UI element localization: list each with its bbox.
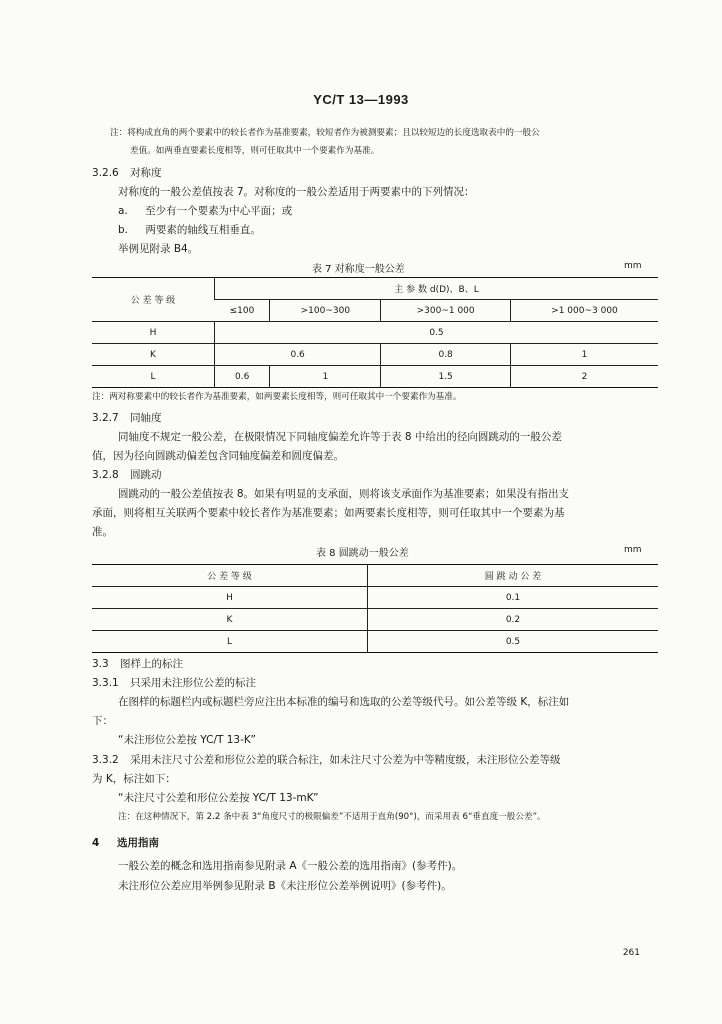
paragraph: 同轴度不规定一般公差，在极限情况下同轴度偏差允许等于表 8 中给出的径向圆跳动的一般公差 (118, 431, 562, 443)
section-number: 3.2.6 (92, 167, 119, 179)
table-cell: 0.6 (215, 344, 381, 366)
list-item-b (118, 220, 261, 240)
table-cell: 0.5 (215, 322, 659, 344)
section-number: 3.2.7 (92, 412, 119, 424)
table-cell: K (92, 609, 368, 631)
section-number: 4 (92, 837, 100, 849)
section-3-3-2-heading (92, 750, 561, 770)
list-item-a (118, 201, 292, 221)
paragraph: 在图样的标题栏内或标题栏旁应注出本标准的编号和选取的公差等级代号。如公差等级 K，标注如 (118, 696, 570, 708)
paragraph: 承面，则将相互关联两个要素中较长者作为基准要素；如两要素长度相等，则可任取其中一个要素为基 (92, 507, 565, 519)
section-3-2-7-heading (92, 408, 162, 428)
table-row (92, 631, 658, 653)
section-title: 圆跳动 (130, 469, 162, 481)
section-4-heading (92, 833, 159, 853)
quote: “未注尺寸公差和形位公差按 YC/T 13-mK” (118, 792, 319, 804)
section-number: 3.3 (92, 658, 109, 670)
table-row (92, 609, 658, 631)
quote: “未注形位公差按 YC/T 13-K” (118, 734, 256, 746)
table7-note: 注：两对称要素中的较长者作为基准要素，如两要素长度相等，则可任取其中一个要素作为基准。 (92, 392, 462, 402)
table-header-cell: 公 差 等 级 (92, 278, 215, 322)
note-line-1: 注：将构成直角的两个要素中的较长者作为基准要素，较短者作为被测要素；且以较短边的长度选取表中的一般公 (110, 128, 540, 138)
table-header-cell: >1 000~3 000 (510, 300, 658, 322)
paragraph: 未注形位公差应用举例参见附录 B《未注形位公差举例说明》(参考件)。 (118, 880, 452, 892)
table-7-symmetry-tolerance (92, 277, 658, 388)
table-cell: K (92, 344, 215, 366)
table-header-cell: 公 差 等 级 (92, 565, 368, 587)
list-text: 至少有一个要素为中心平面；或 (145, 205, 293, 217)
section-title: 图样上的标注 (120, 658, 184, 670)
paragraph: 准。 (92, 526, 113, 538)
table-cell: L (92, 631, 368, 653)
paragraph: 圆跳动的一般公差值按表 8。如果有明显的支承面，则将该支承面作为基准要素；如果没有指出支 (118, 488, 570, 500)
note-perpendicularity (110, 124, 658, 160)
table8-caption: 表 8 圆跳动一般公差 (316, 548, 409, 559)
table-cell: 0.8 (381, 344, 511, 366)
section-3-3-1-heading (92, 673, 256, 693)
paragraph: 一般公差的概念和选用指南参见附录 A《一般公差的选用指南》(参考件)。 (118, 860, 463, 872)
note-3-3-2: 注：在这种情况下，第 2.2 条中表 3“角度尺寸的极限偏差”不适用于直角(90°)，而采用表 6“垂直度一般公差”。 (118, 812, 546, 822)
section-number: 3.3.1 (92, 677, 119, 689)
table-cell: 1 (510, 344, 658, 366)
section-title: 只采用未注形位公差的标注 (130, 677, 257, 689)
section-title: 选用指南 (116, 837, 159, 849)
paragraph: 举例见附录 B4。 (118, 243, 199, 255)
section-text: 采用未注尺寸公差和形位公差的联合标注，如未注尺寸公差为中等精度级，未注形位公差等级 (130, 754, 561, 766)
table-cell: H (92, 322, 215, 344)
section-number: 3.2.8 (92, 469, 119, 481)
list-label: b. (118, 224, 129, 236)
note-line-2: 差值。如两垂直要素长度相等，则可任取其中一个要素作为基准。 (130, 146, 380, 156)
table-row (92, 322, 658, 344)
table-cell: 0.1 (368, 587, 659, 609)
table-8-runout-tolerance (92, 564, 658, 653)
table-cell: H (92, 587, 368, 609)
table8-unit: mm (624, 545, 642, 555)
paragraph: 下： (92, 715, 113, 727)
page-header: YC/T 13—1993 (313, 92, 409, 107)
table-cell: 0.5 (368, 631, 659, 653)
table-header-cell: ≤100 (215, 300, 270, 322)
table7-caption: 表 7 对称度一般公差 (312, 264, 405, 275)
table-cell: 1 (270, 366, 381, 388)
section-title: 对称度 (130, 167, 162, 179)
page-number: 261 (622, 948, 640, 958)
section-title: 同轴度 (130, 412, 162, 424)
section-3-2-8-heading (92, 465, 162, 485)
section-number: 3.3.2 (92, 754, 119, 766)
paragraph: 为 K，标注如下： (92, 773, 176, 785)
table-header-cell: >300~1 000 (381, 300, 511, 322)
paragraph: 对称度的一般公差值按表 7。对称度的一般公差适用于两要素中的下列情况： (118, 186, 475, 198)
table-header-cell: 主 参 数 d(D)、B、L (215, 278, 659, 300)
section-3-2-6-heading (92, 163, 162, 183)
table7-unit: mm (624, 261, 642, 271)
table-row (92, 366, 658, 388)
table-cell: 2 (510, 366, 658, 388)
table-row (92, 587, 658, 609)
section-3-3-heading (92, 654, 183, 674)
table-cell: L (92, 366, 215, 388)
table-header-cell: 圆 跳 动 公 差 (368, 565, 659, 587)
table-row (92, 344, 658, 366)
table-cell: 0.2 (368, 609, 659, 631)
table-header-cell: >100~300 (270, 300, 381, 322)
list-label: a. (118, 205, 128, 217)
table-cell: 1.5 (381, 366, 511, 388)
list-text: 两要素的轴线互相垂直。 (145, 224, 261, 236)
table-cell: 0.6 (215, 366, 270, 388)
paragraph: 值，因为径向圆跳动偏差包含同轴度偏差和圆度偏差。 (92, 450, 344, 462)
